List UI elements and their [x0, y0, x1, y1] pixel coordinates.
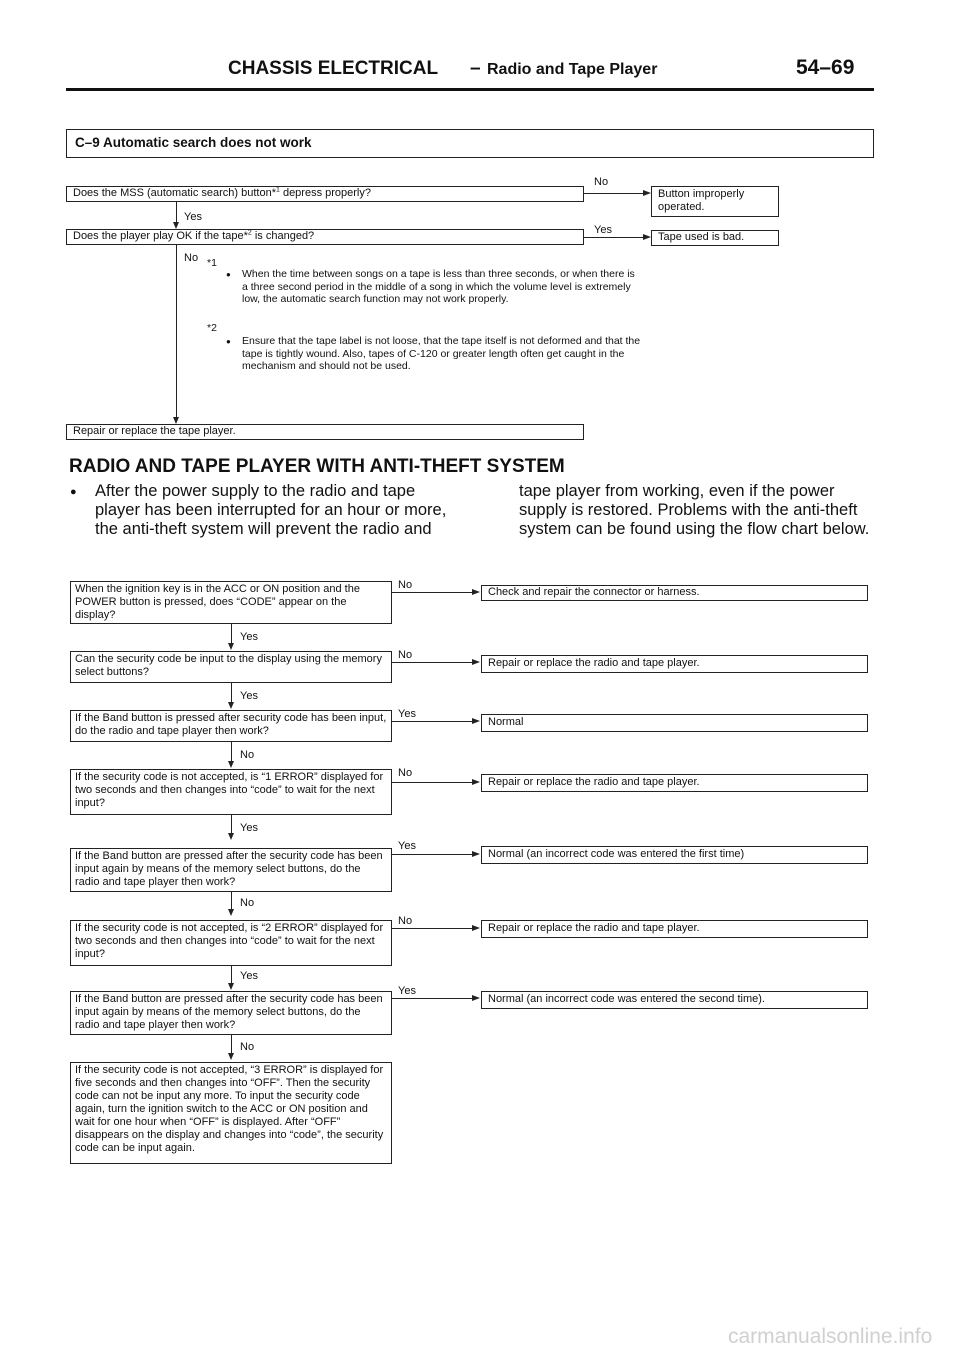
step-2-down-label: Yes	[240, 690, 258, 702]
step-3-down-label: No	[240, 749, 255, 761]
step-6-branch-label: No	[398, 915, 413, 927]
note-1-text: When the time between songs on a tape is less than three seconds, or when there is a three second period in the middle of a song in which the volume level is extremely low, the automatic search function may not work properly.	[242, 268, 635, 305]
step-1-result: Check and repair the connector or harness.	[481, 585, 868, 601]
note-2-text: Ensure that the tape label is not loose, that the tape itself is not deformed and that the tape is tightly wound. Also, tapes of C-120 or greater length often get caught in the mechanism and should not be used.	[242, 335, 641, 372]
step-7-result: Normal (an incorrect code was entered the second time).	[481, 991, 868, 1009]
c9-q1-no-result: Button improperly operated.	[651, 186, 779, 217]
step-5-branch-label: Yes	[398, 840, 416, 852]
note-2-bullet: ●	[226, 337, 231, 346]
section-title: RADIO AND TAPE PLAYER WITH ANTI-THEFT SYSTEM	[69, 456, 565, 477]
step-7-down-label: No	[240, 1041, 255, 1053]
note-1-bullet: ●	[226, 270, 231, 279]
header-rule	[66, 88, 874, 91]
note-2-mark: *2	[207, 322, 217, 334]
intro-left: After the power supply to the radio and tape player has been interrupted for an hour or more, the anti-theft system will prevent the radio and	[95, 482, 447, 538]
header-subsection: Radio and Tape Player	[487, 61, 658, 78]
intro-right: tape player from working, even if the power supply is restored. Problems with the anti-theft system can be found using the flow chart below.	[519, 482, 870, 538]
step-4-result: Repair or replace the radio and tape player.	[481, 774, 868, 792]
step-5-result: Normal (an incorrect code was entered the first time)	[481, 846, 868, 864]
intro-bullet: ●	[70, 486, 77, 498]
step-4-down-label: Yes	[240, 822, 258, 834]
c9-title: C–9 Automatic search does not work	[66, 129, 874, 158]
step-7-branch-label: Yes	[398, 985, 416, 997]
c9-q1-yes-label: Yes	[184, 211, 202, 223]
final-step: If the security code is not accepted, “3 ERROR” is displayed for five seconds and then changes into “OFF”. Then the security code can not be input any more. To input the security code again, turn the ignition switch to the ACC or ON position and wait for one hour when “OFF” is displayed. After “OFF” disappears on the display and changes into “code”, the security code can be input again.	[70, 1062, 392, 1164]
step-7-question: If the Band button are pressed after the security code has been input again by means of the memory select buttons, do the radio and tape player then work?	[70, 991, 392, 1035]
c9-q2-yes-result: Tape used is bad.	[651, 230, 779, 246]
c9-question-2: Does the player play OK if the tape*$^2$ is changed?	[66, 229, 584, 245]
step-1-down-label: Yes	[240, 631, 258, 643]
header-section: CHASSIS ELECTRICAL	[228, 58, 439, 79]
c9-final: Repair or replace the tape player.	[66, 424, 584, 440]
step-6-question: If the security code is not accepted, is “2 ERROR” displayed for two seconds and then changes into “code” to wait for the next input?	[70, 920, 392, 966]
step-3-result: Normal	[481, 714, 868, 732]
step-3-question: If the Band button is pressed after security code has been input, do the radio and tape player then work?	[70, 710, 392, 742]
c9-q2-yes-label: Yes	[594, 224, 612, 236]
step-4-branch-label: No	[398, 767, 413, 779]
step-4-question: If the security code is not accepted, is “1 ERROR” displayed for two seconds and then changes into “code” to wait for the next input?	[70, 769, 392, 815]
watermark: carmanualsonline.info	[728, 1325, 933, 1348]
step-5-down-label: No	[240, 897, 255, 909]
step-6-result: Repair or replace the radio and tape player.	[481, 920, 868, 938]
step-5-question: If the Band button are pressed after the security code has been input again by means of the memory select buttons, do the radio and tape player then work?	[70, 848, 392, 892]
page-number: 54–69	[796, 56, 855, 79]
step-3-branch-label: Yes	[398, 708, 416, 720]
step-1-question: When the ignition key is in the ACC or ON position and the POWER button is pressed, does “CODE” appear on the display?	[70, 581, 392, 624]
step-2-result: Repair or replace the radio and tape player.	[481, 655, 868, 673]
header-dash: –	[470, 58, 481, 79]
c9-q2-no-label: No	[184, 252, 199, 264]
step-2-question: Can the security code be input to the display using the memory select buttons?	[70, 651, 392, 683]
step-1-branch-label: No	[398, 579, 413, 591]
note-1-mark: *1	[207, 257, 217, 269]
step-2-branch-label: No	[398, 649, 413, 661]
c9-q1-no-label: No	[594, 176, 609, 188]
step-6-down-label: Yes	[240, 970, 258, 982]
c9-question-1: Does the MSS (automatic search) button*$^1$ depress properly?	[66, 186, 584, 202]
